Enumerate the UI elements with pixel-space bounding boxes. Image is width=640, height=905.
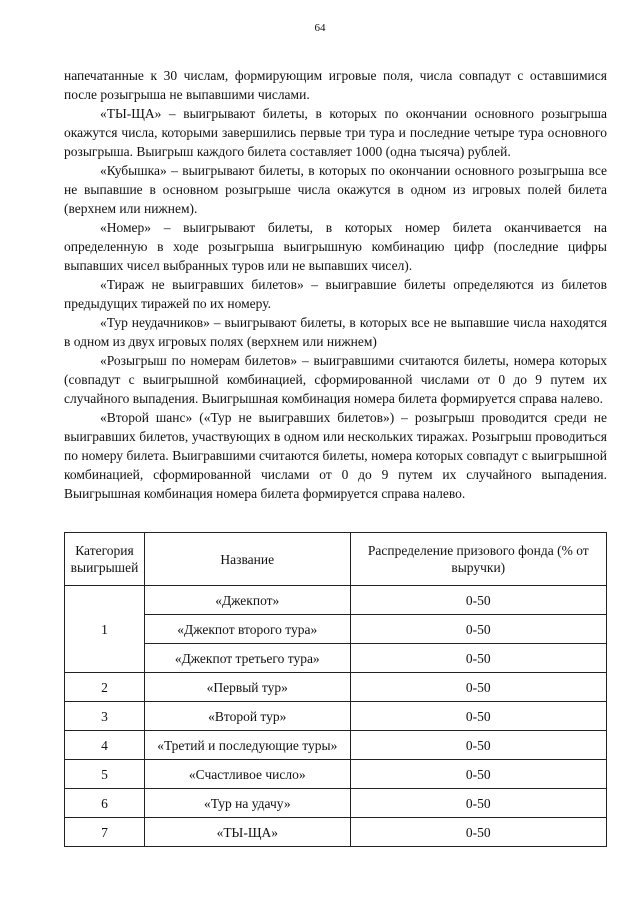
name-cell: «Второй тур» [144,702,350,731]
header-distribution: Распределение призового фонда (% от выручки) [350,533,606,586]
table-row [65,789,607,818]
name-cell: «Счастливое число» [144,760,350,789]
paragraph: «Розыгрыш по номерам билетов» – выигравшими считаются билеты, номера которых (совпадут с выигрышной комбинацией, сформированной числами от 0 до 9 путем их случайного выпадения. Выигрышная комбинация номера билета формируется справа налево. [64,353,607,406]
table-row [65,702,607,731]
share-cell: 0-50 [350,818,606,847]
share-cell: 0-50 [350,731,606,760]
paragraph: «Тираж не выигравших билетов» – выигравшие билеты определяются из билетов предыдущих тиражей по их номеру. [64,277,607,311]
paragraph: «Кубышка» – выигрывают билеты, в которых по окончании основного розыгрыша все не выпавшие в основном розыгрыше числа окажутся в одном из игровых полей билета (верхнем или нижнем). [64,163,607,216]
prize-distribution-table [64,532,607,847]
table-row [65,760,607,789]
header-name: Название [144,533,350,586]
category-cell: 7 [65,818,145,847]
page-number: 64 [314,22,326,34]
paragraph: «Тур неудачников» – выигрывают билеты, в которых все не выпавшие числа находятся в одном из двух игровых полях (верхнем или нижнем) [64,315,607,349]
paragraph: напечатанные к 30 числам, формирующим игровые поля, числа совпадут с оставшимися после розыгрыша не выпавшими числами. [64,68,607,102]
table-row [65,644,607,673]
share-cell: 0-50 [350,644,606,673]
table-row [65,615,607,644]
paragraph: «Номер» – выигрывают билеты, в которых номер билета оканчивается на определенную в ходе розыгрыша выигрышную комбинацию цифр (последние цифры выпавших чисел выбранных туров или не выпавших чисел). [64,220,607,273]
share-cell: 0-50 [350,615,606,644]
category-cell: 1 [65,586,145,673]
category-cell: 3 [65,702,145,731]
category-cell: 6 [65,789,145,818]
share-cell: 0-50 [350,702,606,731]
table-header-row [65,533,607,586]
name-cell: «Джекпот третьего тура» [144,644,350,673]
share-cell: 0-50 [350,673,606,702]
table-row [65,731,607,760]
name-cell: «Джекпот» [144,586,350,615]
name-cell: «ТЫ-ЩА» [144,818,350,847]
paragraph: «ТЫ-ЩА» – выигрывают билеты, в которых по окончании основного розыгрыша окажутся числа, которыми завершились первые три тура и последние четыре тура основного розыгрыша. Выигрыш каждого билета составляет 1000 (одна тысяча) рублей. [64,106,607,159]
share-cell: 0-50 [350,586,606,615]
document-body [64,66,607,503]
name-cell: «Тур на удачу» [144,789,350,818]
table-row [65,818,607,847]
name-cell: «Третий и последующие туры» [144,731,350,760]
category-cell: 4 [65,731,145,760]
share-cell: 0-50 [350,789,606,818]
header-category: Категория выигрышей [65,533,145,586]
category-cell: 5 [65,760,145,789]
name-cell: «Джекпот второго тура» [144,615,350,644]
table-row [65,586,607,615]
share-cell: 0-50 [350,760,606,789]
category-cell: 2 [65,673,145,702]
table-row [65,673,607,702]
paragraph: «Второй шанс» («Тур не выигравших билетов») – розыгрыш проводится среди не выигравших билетов, участвующих в одном или нескольких тиражах. Розыгрыш проводиться по номеру билета. Выигравшими считаются билеты, номера которых совпадут с выигрышной комбинацией, сформированной числами от 0 до 9 путем их случайного выпадения. Выигрышная комбинация номера билета формируется справа налево. [64,410,607,501]
name-cell: «Первый тур» [144,673,350,702]
